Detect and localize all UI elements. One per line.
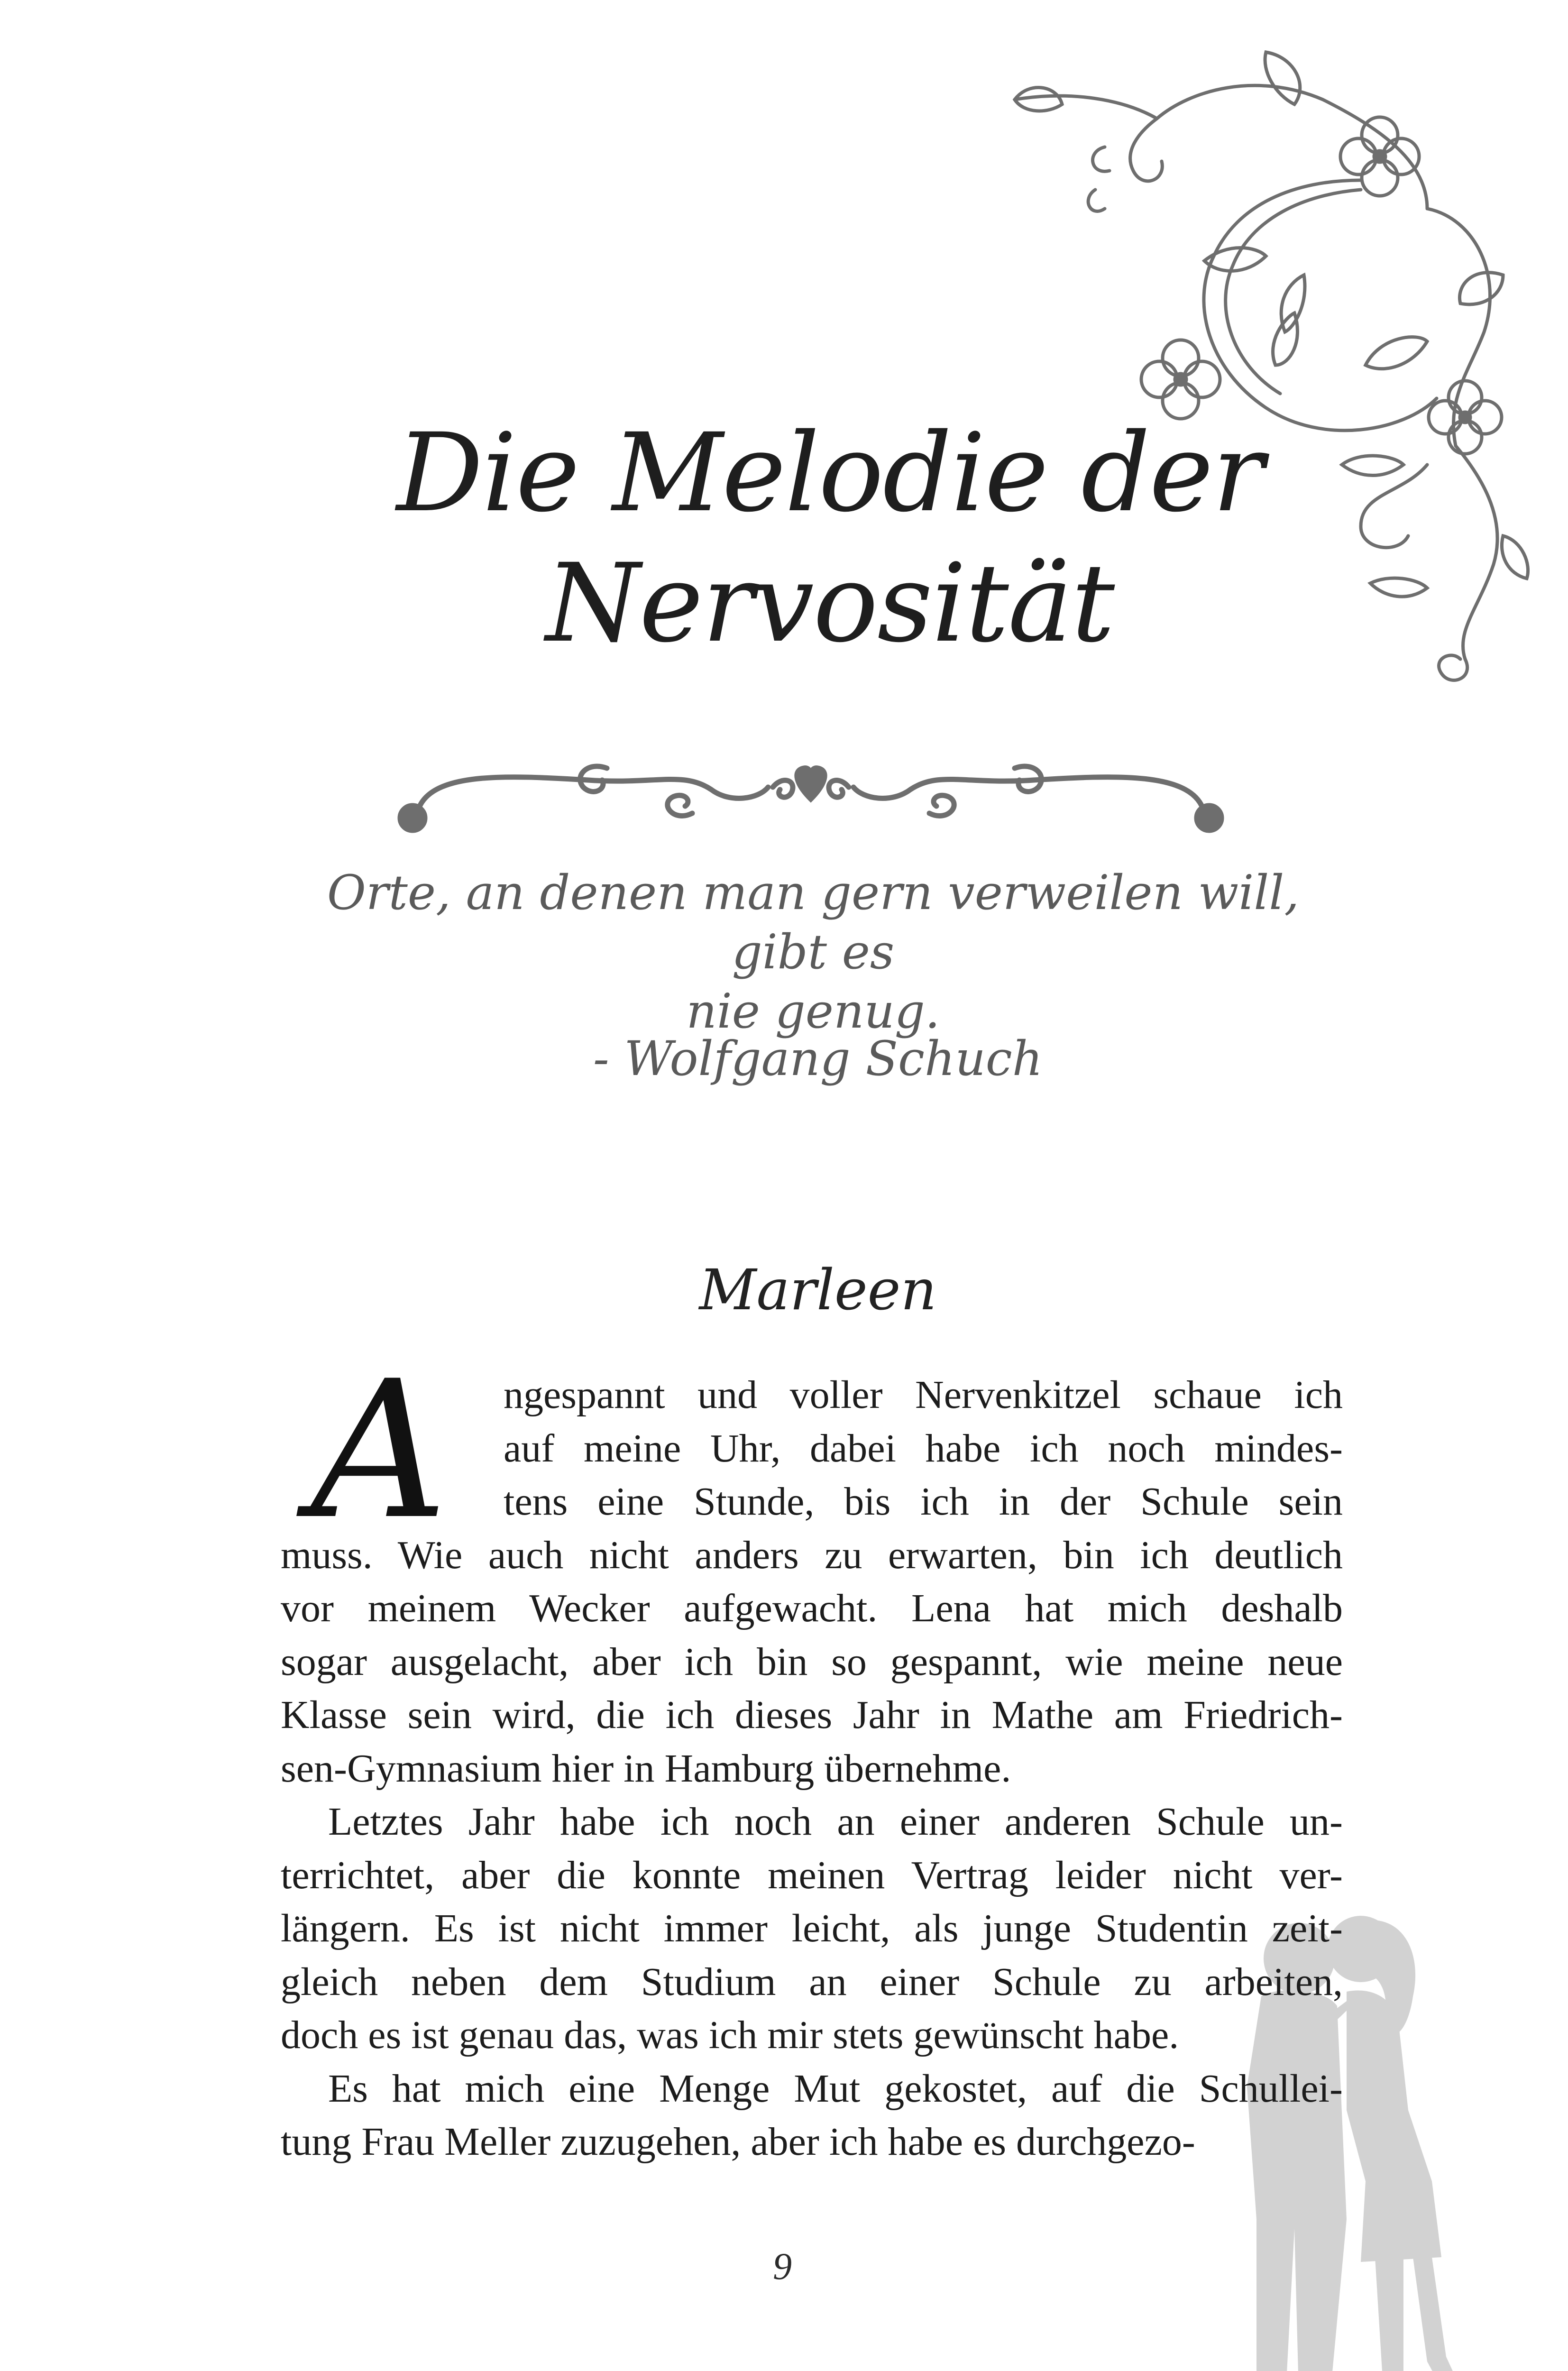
page-number: 9: [773, 2246, 792, 2288]
body-line: Es hat mich eine Menge Mut gekostet, auf die Schullei-: [328, 2066, 1343, 2111]
body-line: Klasse sein wird, die ich dieses Jahr in Mathe am Friedrich-: [281, 1693, 1343, 1737]
body-line: doch es ist genau das, was ich mir stets gewünscht habe.: [281, 2013, 1179, 2057]
drop-cap: A: [311, 1341, 448, 1561]
body-line: längern. Es ist nicht immer leicht, als junge Studentin zeit-: [281, 1906, 1343, 1950]
body-line: sogar ausgelacht, aber ich bin so gespannt, wie meine neue: [281, 1639, 1343, 1684]
body-line: vor meinem Wecker aufgewacht. Lena hat mich deshalb: [281, 1586, 1343, 1630]
body-line: sen-Gymnasium hier in Hamburg übernehme.: [281, 1746, 1011, 1791]
body-line: auf meine Uhr, dabei habe ich noch mindes-: [504, 1426, 1343, 1470]
chapter-title-line: Nervosität: [545, 540, 1114, 666]
epigraph-quote: [303, 863, 1323, 1041]
body-line: terrichtet, aber die konnte meinen Vertrag leider nicht ver-: [281, 1853, 1343, 1897]
body-line: muss. Wie auch nicht anders zu erwarten, bin ich deutlich: [281, 1533, 1343, 1577]
chapter-title: [379, 408, 1280, 669]
body-line: tung Frau Meller zuzugehen, aber ich habe es durchgezo-: [281, 2120, 1195, 2164]
chapter-title-line: Die Melodie der: [396, 410, 1263, 536]
body-line: tens eine Stunde, bis ich in der Schule sein: [504, 1480, 1343, 1524]
heart-scroll-divider-icon: [389, 742, 1233, 846]
body-line: gleich neben dem Studium an einer Schule zu arbeiten,: [281, 1959, 1343, 2004]
epigraph-line: Orte, an denen man gern verweilen will, gibt es: [327, 865, 1300, 980]
chapter-body-text: [281, 1369, 1343, 2169]
epigraph-line: nie genug.: [686, 983, 940, 1039]
epigraph-author: - Wolfgang Schuch: [593, 1031, 1043, 1086]
pov-character-name: Marleen: [699, 1257, 937, 1323]
body-line: ngespannt und voller Nervenkitzel schaue ich: [504, 1373, 1343, 1417]
body-line: Letztes Jahr habe ich noch an einer anderen Schule un-: [328, 1800, 1343, 1844]
